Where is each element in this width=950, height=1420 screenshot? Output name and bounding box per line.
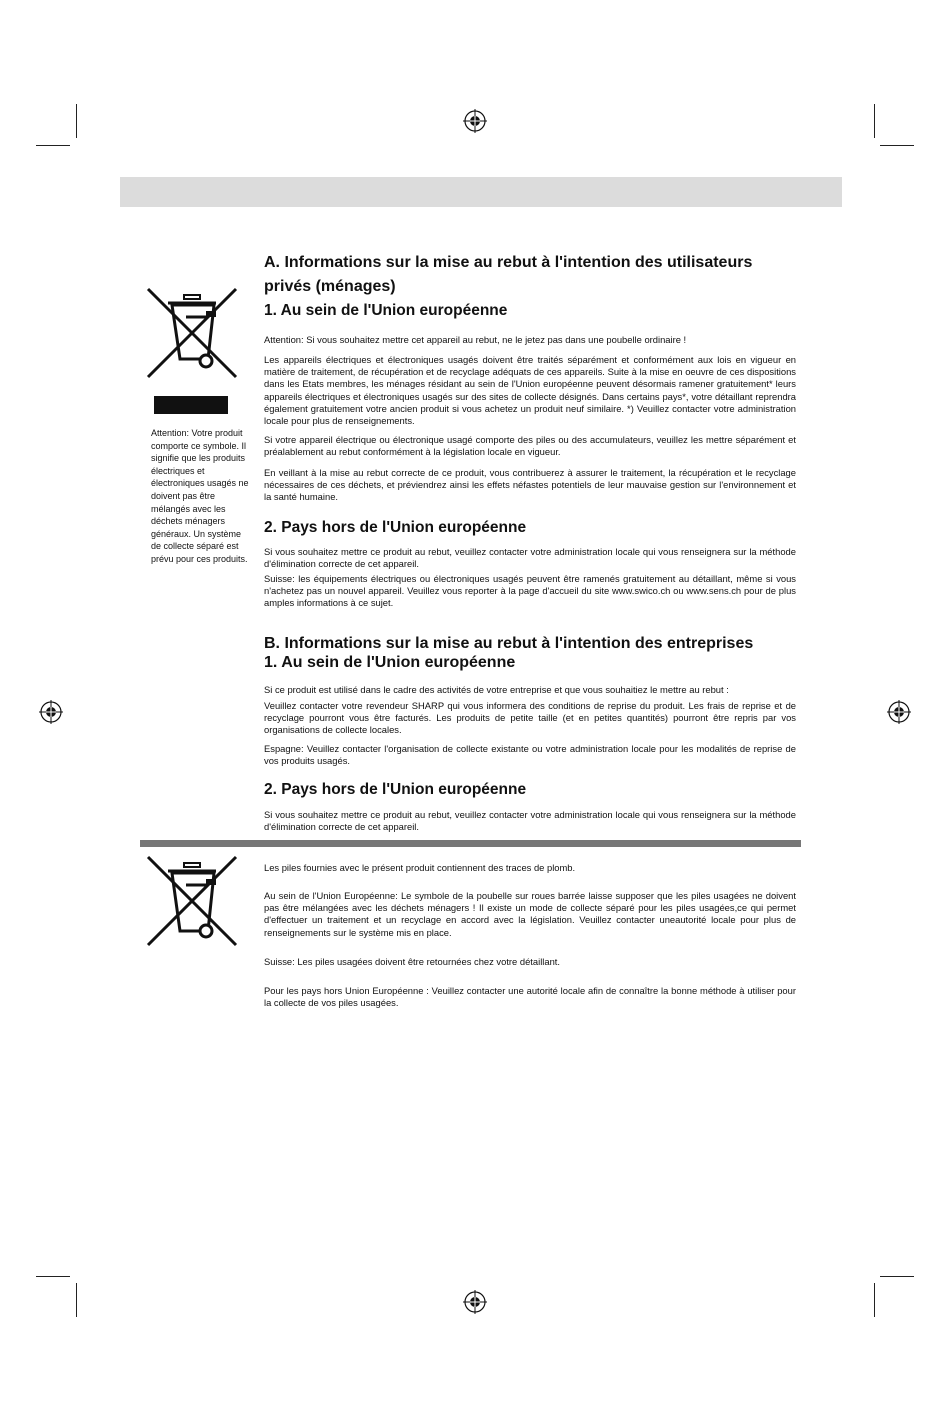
side-note: Attention: Votre produit comporte ce symbole. Il signifie que les produits électriques et électroniques usagés ne doivent pas être mélangés avec les déchets ménagers généraux. Un système de collecte séparé est prévu pour ces produits. (151, 428, 249, 564)
section-a-title-line1: A. Informations sur la mise au rebut à l'intention des utilisateurs (264, 254, 753, 271)
batteries-p3: Suisse: Les piles usagées doivent être retournées chez votre détaillant. (264, 956, 561, 967)
crop-mark (874, 104, 875, 138)
section-b-sub1-p2: Veuillez contacter votre revendeur SHARP qui vous informera des conditions de reprise du produit. Les frais de reprise et de recyclage pourront vous être facturés. Les produits de petite taille (et en petites quantités) pourront être repris par vos organisations de collecte locales. (264, 700, 796, 736)
section-b-sub1-p3: Espagne: Veuillez contacter l'organisation de collecte existante ou votre administration locale pour les modalités de reprise de vos produits usagés. (264, 743, 796, 767)
section-a-sub1-p1: Attention: Si vous souhaitez mettre cet appareil au rebut, ne le jetez pas dans une poubelle ordinaire ! (264, 334, 687, 345)
section-b-sub2-p1: Si vous souhaitez mettre ce produit au rebut, veuillez contacter votre administration locale qui vous renseignera sur la méthode d'élimination correcte de cet appareil. (264, 809, 796, 833)
crop-mark (76, 104, 77, 138)
crop-mark (76, 1283, 77, 1317)
registration-mark-icon (463, 1290, 487, 1314)
batteries-p4: Pour les pays hors Union Européenne : Veuillez contacter une autorité locale afin de connaître la bonne méthode à utiliser pour la collecte de vos piles usagées. (264, 985, 796, 1009)
crop-mark (36, 1276, 70, 1277)
crop-mark (36, 145, 70, 146)
batteries-p1: Les piles fournies avec le présent produit contiennent des traces de plomb. (264, 862, 576, 873)
section-b-sub1-p1: Si ce produit est utilisé dans le cadre des activités de votre entreprise et que vous souhaitiez le mettre au rebut : (264, 684, 729, 695)
crossed-out-wheelie-bin-icon (146, 855, 238, 947)
crop-mark (874, 1283, 875, 1317)
section-a-title-line2: privés (ménages) (264, 278, 396, 295)
crop-mark (880, 1276, 914, 1277)
section-a-sub2-title: 2. Pays hors de l'Union européenne (264, 519, 527, 536)
crossed-out-wheelie-bin-icon (146, 287, 238, 379)
section-b-title: B. Informations sur la mise au rebut à l'intention des entreprises (264, 635, 754, 652)
registration-mark-icon (463, 109, 487, 133)
section-a-sub1-title: 1. Au sein de l'Union européenne (264, 302, 508, 319)
section-a-sub2-p1: Si vous souhaitez mettre ce produit au rebut, veuillez contacter votre administration locale qui vous renseignera sur la méthode d'élimination correcte de cet appareil. (264, 546, 796, 570)
registration-mark-icon (39, 700, 63, 724)
weee-bar (154, 396, 228, 414)
section-b-sub1-title: 1. Au sein de l'Union européenne (264, 654, 516, 671)
section-a-sub1-p3: Si votre appareil électrique ou électronique usagé comporte des piles ou des accumulateurs, veuillez les mettre séparément et préalablement au rebut conformément à la législation locale en vigueur. (264, 434, 796, 458)
section-b-sub2-title: 2. Pays hors de l'Union européenne (264, 781, 527, 798)
section-a-sub1-p4: En veillant à la mise au rebut correcte de ce produit, vous contribuerez à assurer le traitement, la récupération et le recyclage nécessaires de ces déchets, et préviendrez ainsi les effets néfastes potentiels de leur mauvaise gestion sur l'environnement et la santé humaine. (264, 467, 796, 503)
crop-mark (880, 145, 914, 146)
section-a-sub1-p2: Les appareils électriques et électroniques usagés doivent être traités séparément et conformément aux lois en vigueur en matière de traitement, de récupération et de recyclage adéquats de ces appareils. Suite à la mise en oeuvre de ces dispositions dans les Etats membres, les ménages résidant au sein de l'Union européenne peuvent désormais ramener gratuitement* leurs appareils électriques et électroniques usagés sur des sites de collecte désignés. Dans certains pays*, votre détaillant reprendra également gratuitement votre ancien produit si vous achetez un produit neuf similaire. *) Veuillez contacter votre administration locale pour plus de renseignements. (264, 354, 796, 427)
header-bar (120, 177, 842, 207)
section-a-sub2-p2: Suisse: les équipements électriques ou électroniques usagés peuvent être ramenés gratuitement au détaillant, même si vous n'achetez pas un nouvel appareil. Veuillez vous reporter à la page d'accueil du site www.swico.ch ou www.sens.ch pour de plus amples informations à ce sujet. (264, 573, 796, 609)
registration-mark-icon (887, 700, 911, 724)
section-divider (140, 840, 801, 847)
batteries-p2: Au sein de l'Union Européenne: Le symbole de la poubelle sur roues barrée laisse supposer que les piles usagées ne doivent pas être mélangées avec les déchets ménagers ! Il existe un mode de collecte séparé pour les piles usagées,ce qui permet d'effectuer un traitement et un recyclage en accord avec la législation. Veuillez contacter uneautorité locale pour plus de renseignements sur le système mis en place. (264, 890, 796, 938)
